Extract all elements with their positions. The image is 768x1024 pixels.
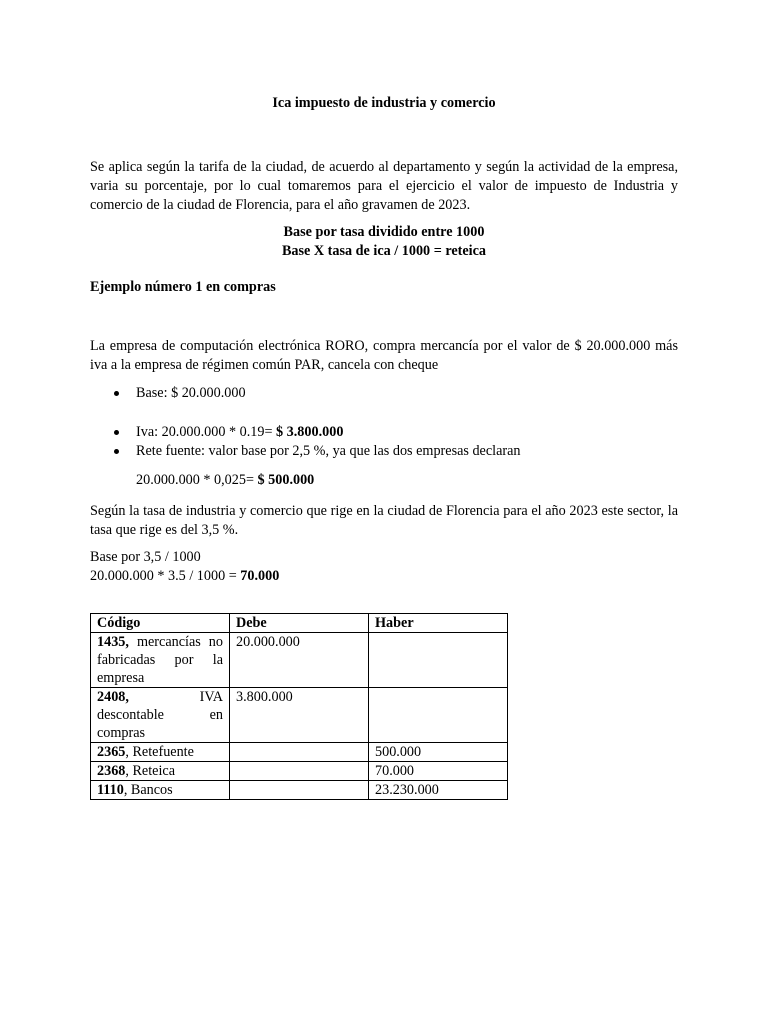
header-debe: Debe	[230, 614, 369, 633]
calc-line-2-value: 70.000	[240, 568, 280, 584]
account-desc: , Bancos	[123, 782, 173, 798]
header-haber: Haber	[369, 614, 508, 633]
debe-cell	[230, 743, 369, 762]
haber-cell: 500.000	[369, 743, 508, 762]
table-row	[91, 633, 508, 688]
iva-value: $ 3.800.000	[276, 424, 344, 440]
rete-calc-text: 20.000.000 * 0,025=	[136, 472, 258, 488]
account-desc: , Reteica	[125, 763, 176, 779]
list-item-rete	[90, 442, 678, 461]
bullet-iva-text: Iva: 20.000.000 * 0.19=	[136, 424, 277, 440]
table-row	[91, 781, 508, 800]
table-row	[91, 743, 508, 762]
calc-line-2	[90, 567, 678, 586]
calc-line-1: Base por 3,5 / 1000	[90, 549, 201, 565]
account-desc: descontable en	[97, 707, 223, 723]
bullet-base-text: Base: $ 20.000.000	[136, 385, 246, 401]
account-code: 2408,	[97, 689, 129, 705]
haber-cell: 70.000	[369, 762, 508, 781]
calc-line-2-text: 20.000.000 * 3.5 / 1000 =	[90, 568, 241, 584]
haber-cell	[369, 688, 508, 743]
account-desc: compras	[97, 725, 146, 741]
bullet-list	[90, 384, 678, 461]
debe-cell: 3.800.000	[230, 688, 369, 743]
code-cell	[91, 743, 230, 762]
table-row	[91, 762, 508, 781]
formula-line-1: Base por tasa dividido entre 1000	[283, 224, 485, 240]
rete-calc-value: $ 500.000	[257, 472, 315, 488]
haber-cell	[369, 633, 508, 688]
table-row	[91, 688, 508, 743]
rete-calc-line	[136, 471, 678, 490]
account-desc: fabricadas por la	[97, 652, 223, 668]
account-code: 2368	[97, 763, 126, 779]
rate-paragraph: Según la tasa de industria y comercio que rige en la ciudad de Florencia para el año 2023 este sector, la tasa que rige es del 3,5 %.	[90, 503, 678, 538]
intro-paragraph: Se aplica según la tarifa de la ciudad, de acuerdo al departamento y según la actividad de la empresa, varia su porcentaje, por lo cual tomaremos para el ejercicio el valor de impuesto de Industria y comercio de la ciudad de Florencia, para el año gravamen de 2023.	[90, 159, 678, 213]
code-cell	[91, 781, 230, 800]
accounting-table	[90, 613, 508, 800]
bullet-rete-text: Rete fuente: valor base por 2,5 %, ya que las dos empresas declaran	[136, 443, 521, 459]
header-codigo: Código	[91, 614, 230, 633]
account-code: 1435,	[97, 634, 129, 650]
code-cell	[91, 762, 230, 781]
haber-cell: 23.230.000	[369, 781, 508, 800]
code-cell	[91, 633, 230, 688]
debe-cell	[230, 762, 369, 781]
account-desc: empresa	[97, 670, 145, 686]
account-desc: mercancías no	[128, 634, 223, 650]
formula-line-2: Base X tasa de ica / 1000 = reteica	[281, 243, 487, 259]
bullet-icon	[114, 430, 119, 435]
bullet-icon	[114, 391, 119, 396]
account-code: 2365	[97, 744, 126, 760]
example-heading: Ejemplo número 1 en compras	[90, 279, 276, 295]
account-desc: , Retefuente	[125, 744, 194, 760]
list-item-base	[90, 384, 678, 403]
debe-cell: 20.000.000	[230, 633, 369, 688]
account-desc: IVA	[128, 689, 223, 705]
document-title: Ica impuesto de industria y comercio	[272, 95, 496, 111]
list-item-iva	[90, 423, 678, 442]
code-cell	[91, 688, 230, 743]
bullet-icon	[114, 449, 119, 454]
debe-cell	[230, 781, 369, 800]
table-header-row	[91, 614, 508, 633]
account-code: 1110	[97, 782, 124, 798]
example-paragraph: La empresa de computación electrónica RORO, compra mercancía por el valor de $ 20.000.000 más iva a la empresa de régimen común PAR, cancela con cheque	[90, 338, 678, 373]
